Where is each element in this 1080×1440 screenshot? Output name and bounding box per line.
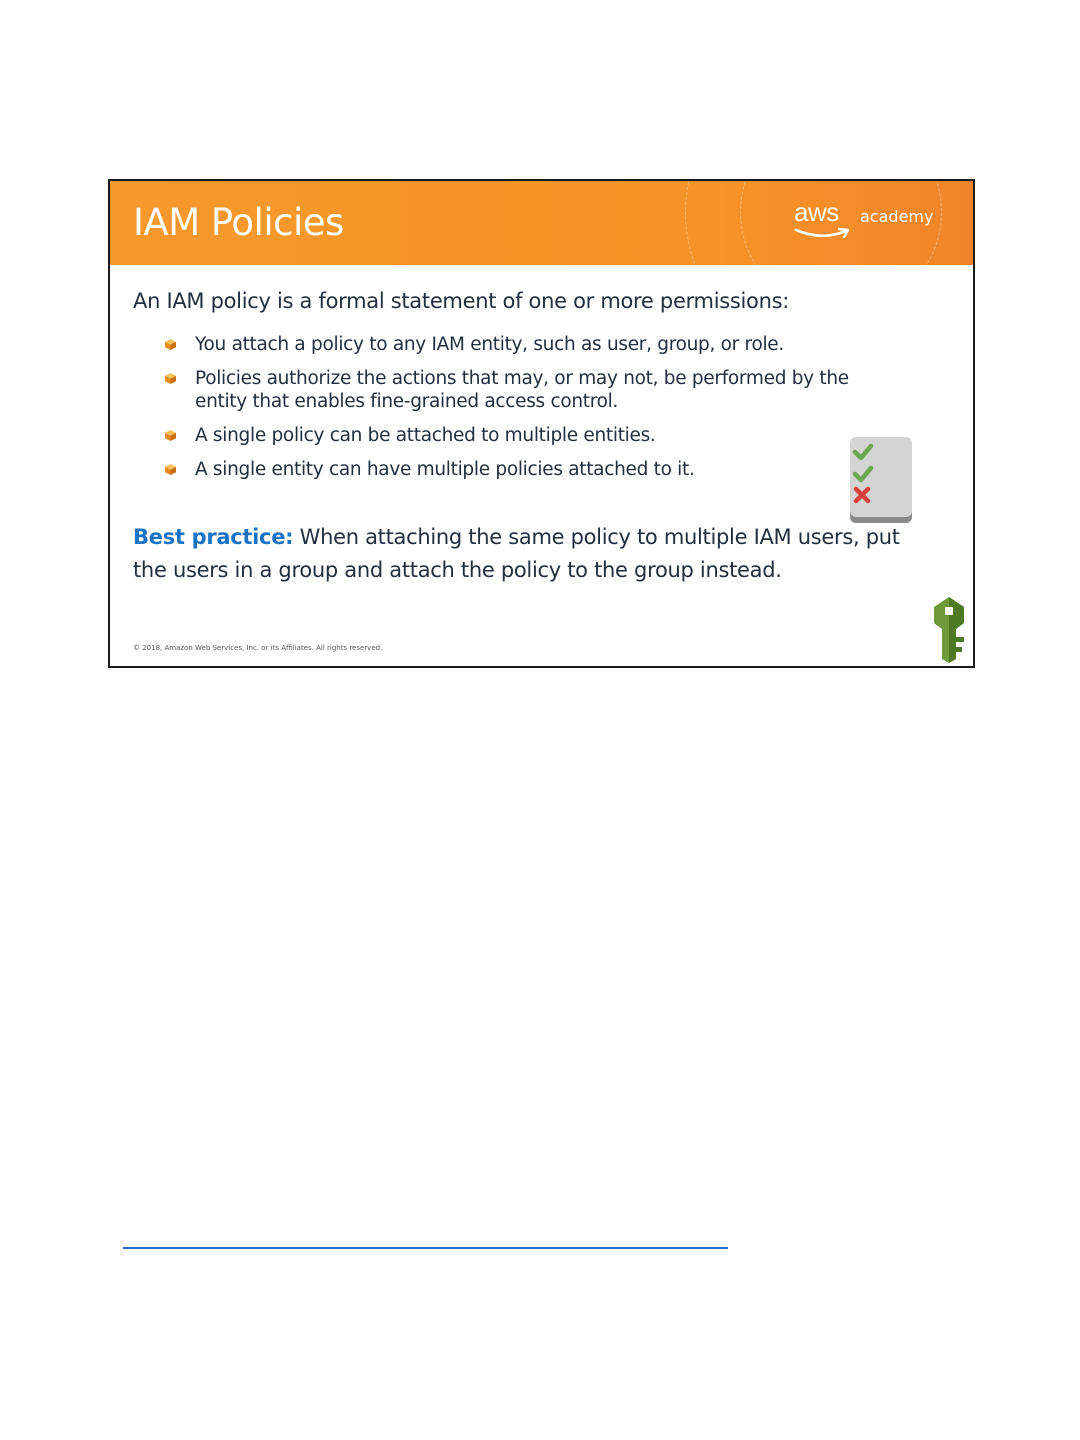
- bullet-text: You attach a policy to any IAM entity, such as user, group, or role.: [195, 334, 784, 355]
- slide: [108, 179, 975, 668]
- best-practice-body: When attaching the same policy to multiple IAM users, put the users in a group and attach the policy to the group instead.: [133, 525, 900, 582]
- copyright-text: © 2018, Amazon Web Services, Inc. or its Affiliates. All rights reserved.: [133, 644, 383, 652]
- list-item: [165, 424, 885, 447]
- best-practice-label: Best practice:: [133, 525, 294, 549]
- list-item: [165, 367, 885, 413]
- bullet-cube-icon: [165, 339, 176, 350]
- bullet-text: A single entity can have multiple policies attached to it.: [195, 459, 695, 480]
- list-item: [165, 458, 885, 481]
- bullet-cube-icon: [165, 430, 176, 441]
- logo-brand: aws: [794, 197, 839, 227]
- footnote-divider: [123, 1247, 728, 1249]
- slide-title: IAM Policies: [133, 201, 344, 244]
- intro-text: An IAM policy is a formal statement of one or more permissions:: [133, 289, 790, 313]
- logo-sub: academy: [860, 207, 934, 226]
- bullet-cube-icon: [165, 464, 176, 475]
- smile-arrow-icon: [794, 227, 854, 241]
- bullet-cube-icon: [165, 373, 176, 384]
- bullet-text: Policies authorize the actions that may, or may not, be performed by the entity that enables fine-grained access control.: [195, 368, 849, 412]
- list-item: [165, 333, 885, 356]
- bullet-text: A single policy can be attached to multiple entities.: [195, 425, 656, 446]
- bullet-list: [165, 333, 885, 481]
- key-icon: [930, 593, 968, 663]
- checklist-icon: [849, 437, 913, 525]
- aws-academy-logo: [794, 197, 944, 247]
- best-practice-text: [133, 521, 933, 587]
- slide-header: [110, 181, 973, 265]
